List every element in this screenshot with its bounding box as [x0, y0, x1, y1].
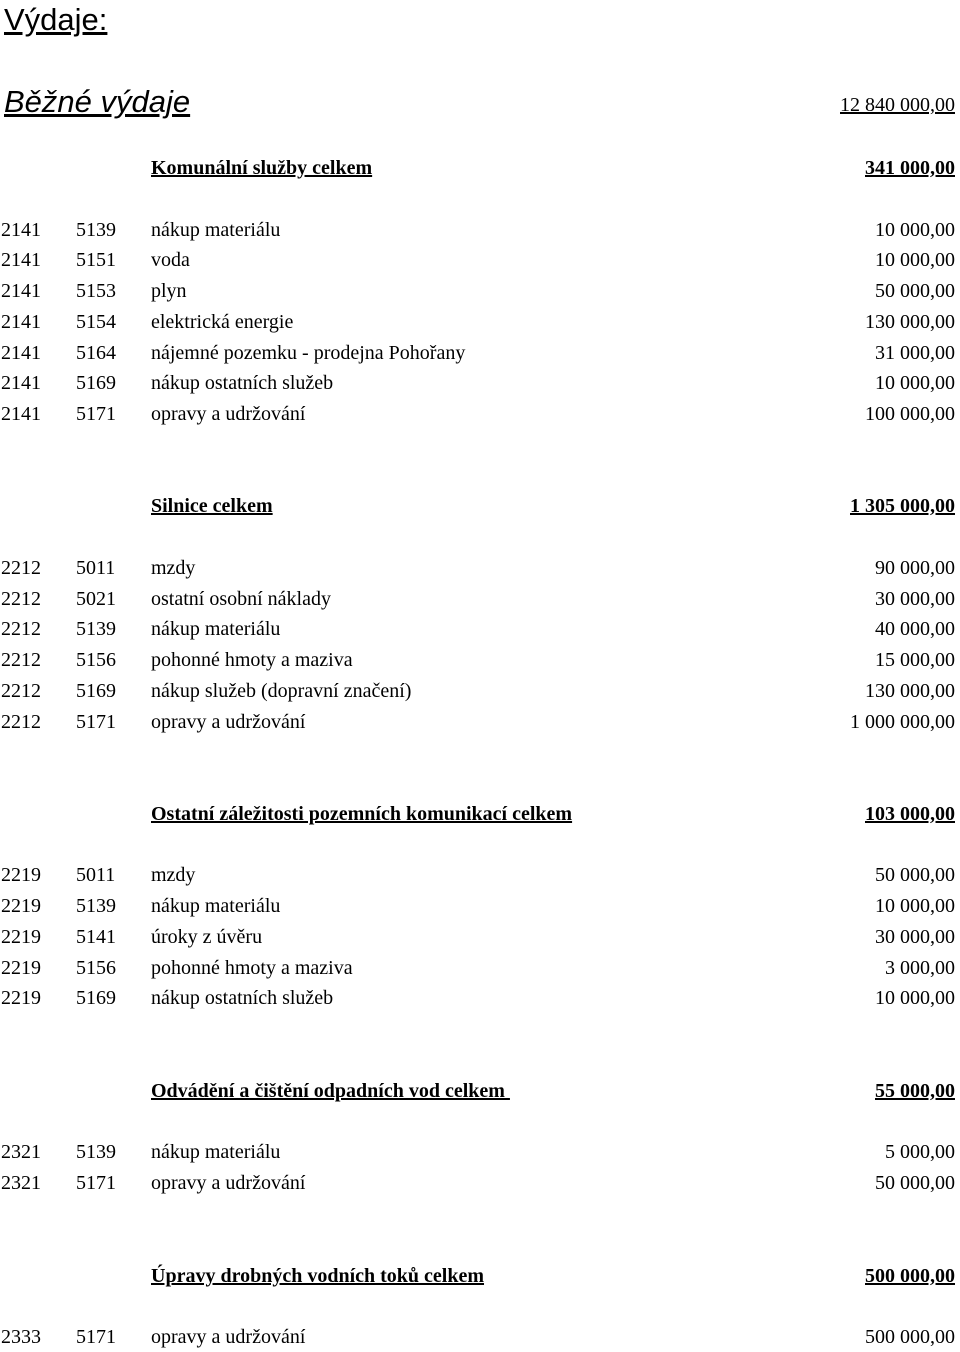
current-expenses-title: Běžné výdaje: [4, 84, 191, 119]
item-code: 5011: [76, 864, 116, 886]
section-header: [0, 153, 955, 183]
item-description: nákup materiálu: [151, 1141, 281, 1163]
paragraph-code: 2212: [1, 557, 41, 579]
item-amount: 50 000,00: [875, 864, 955, 886]
item-amount: 50 000,00: [875, 280, 955, 302]
page-heading: Výdaje:: [4, 2, 108, 37]
section-header: [0, 1261, 955, 1291]
section-title: Komunální služby celkem: [151, 157, 373, 179]
item-description: elektrická energie: [151, 311, 294, 333]
item-description: nákup materiálu: [151, 618, 281, 640]
item-description: pohonné hmoty a maziva: [151, 649, 353, 671]
paragraph-code: 2219: [1, 957, 41, 979]
item-code: 5169: [76, 680, 116, 702]
item-amount: 10 000,00: [875, 249, 955, 271]
item-code: 5141: [76, 926, 116, 948]
paragraph-code: 2219: [1, 864, 41, 886]
paragraph-code: 2212: [1, 711, 41, 733]
section-total: 103 000,00: [865, 803, 955, 825]
expense-row: [0, 983, 955, 1013]
item-description: nákup materiálu: [151, 895, 281, 917]
item-description: nákup ostatních služeb: [151, 987, 334, 1009]
item-amount: 10 000,00: [875, 372, 955, 394]
expense-row: [0, 860, 955, 890]
expense-row: [0, 1322, 955, 1352]
item-description: opravy a udržování: [151, 1326, 306, 1348]
item-amount: 10 000,00: [875, 987, 955, 1009]
expense-row: [0, 707, 955, 737]
paragraph-code: 2321: [1, 1172, 41, 1194]
expense-row: [0, 338, 955, 368]
paragraph-code: 2321: [1, 1141, 41, 1163]
item-description: ostatní osobní náklady: [151, 588, 331, 610]
item-description: voda: [151, 249, 190, 271]
paragraph-code: 2219: [1, 895, 41, 917]
item-amount: 10 000,00: [875, 219, 955, 241]
item-description: mzdy: [151, 864, 196, 886]
item-amount: 10 000,00: [875, 895, 955, 917]
expense-row: [0, 245, 955, 275]
expense-row: [0, 368, 955, 398]
item-code: 5171: [76, 711, 116, 733]
section-title: Odvádění a čištění odpadních vod celkem: [151, 1080, 510, 1102]
item-description: opravy a udržování: [151, 711, 306, 733]
item-code: 5171: [76, 403, 116, 425]
section-total: 500 000,00: [865, 1265, 955, 1287]
expense-row: [0, 676, 955, 706]
item-code: 5021: [76, 588, 116, 610]
section-header: [0, 799, 955, 829]
paragraph-code: 2141: [1, 219, 41, 241]
item-amount: 130 000,00: [865, 680, 955, 702]
item-amount: 3 000,00: [885, 957, 955, 979]
item-code: 5156: [76, 957, 116, 979]
item-code: 5139: [76, 618, 116, 640]
paragraph-code: 2141: [1, 342, 41, 364]
item-description: plyn: [151, 280, 187, 302]
item-amount: 30 000,00: [875, 926, 955, 948]
expense-row: [0, 553, 955, 583]
item-code: 5169: [76, 372, 116, 394]
paragraph-code: 2219: [1, 926, 41, 948]
item-code: 5154: [76, 311, 116, 333]
expense-row: [0, 614, 955, 644]
expense-row: [0, 276, 955, 306]
paragraph-code: 2212: [1, 618, 41, 640]
section-total: 1 305 000,00: [850, 495, 955, 517]
section-total: 55 000,00: [875, 1080, 955, 1102]
paragraph-code: 2212: [1, 588, 41, 610]
item-description: nájemné pozemku - prodejna Pohořany: [151, 342, 466, 364]
item-code: 5151: [76, 249, 116, 271]
paragraph-code: 2141: [1, 249, 41, 271]
expense-row: [0, 1137, 955, 1167]
item-amount: 500 000,00: [865, 1326, 955, 1348]
item-amount: 1 000 000,00: [850, 711, 955, 733]
section-title: Silnice celkem: [151, 495, 273, 517]
item-amount: 30 000,00: [875, 588, 955, 610]
section-title: Ostatní záležitosti pozemních komunikací celkem: [151, 803, 573, 825]
expense-row: [0, 307, 955, 337]
expense-row: [0, 953, 955, 983]
expense-row: [0, 584, 955, 614]
item-code: 5171: [76, 1172, 116, 1194]
item-description: opravy a udržování: [151, 1172, 306, 1194]
item-amount: 5 000,00: [885, 1141, 955, 1163]
expense-row: [0, 399, 955, 429]
item-description: nákup materiálu: [151, 219, 281, 241]
current-expenses-total: 12 840 000,00: [840, 94, 955, 116]
expense-row: [0, 891, 955, 921]
item-code: 5171: [76, 1326, 116, 1348]
paragraph-code: 2333: [1, 1326, 41, 1348]
item-code: 5153: [76, 280, 116, 302]
item-description: opravy a udržování: [151, 403, 306, 425]
item-code: 5156: [76, 649, 116, 671]
paragraph-code: 2219: [1, 987, 41, 1009]
section-header: [0, 491, 955, 521]
item-amount: 40 000,00: [875, 618, 955, 640]
item-code: 5011: [76, 557, 116, 579]
paragraph-code: 2141: [1, 280, 41, 302]
item-code: 5169: [76, 987, 116, 1009]
item-code: 5139: [76, 1141, 116, 1163]
section-total: 341 000,00: [865, 157, 955, 179]
paragraph-code: 2141: [1, 372, 41, 394]
expense-row: [0, 1168, 955, 1198]
item-amount: 15 000,00: [875, 649, 955, 671]
item-amount: 100 000,00: [865, 403, 955, 425]
paragraph-code: 2141: [1, 403, 41, 425]
paragraph-code: 2212: [1, 649, 41, 671]
item-description: nákup služeb (dopravní značení): [151, 680, 412, 702]
item-amount: 90 000,00: [875, 557, 955, 579]
expense-row: [0, 645, 955, 675]
item-code: 5139: [76, 895, 116, 917]
section-header: [0, 1076, 955, 1106]
item-description: úroky z úvěru: [151, 926, 263, 948]
item-description: nákup ostatních služeb: [151, 372, 334, 394]
item-code: 5164: [76, 342, 116, 364]
item-amount: 50 000,00: [875, 1172, 955, 1194]
item-description: mzdy: [151, 557, 196, 579]
item-description: pohonné hmoty a maziva: [151, 957, 353, 979]
item-code: 5139: [76, 219, 116, 241]
paragraph-code: 2141: [1, 311, 41, 333]
section-title: Úpravy drobných vodních toků celkem: [151, 1265, 485, 1287]
expense-row: [0, 922, 955, 952]
paragraph-code: 2212: [1, 680, 41, 702]
item-amount: 130 000,00: [865, 311, 955, 333]
item-amount: 31 000,00: [875, 342, 955, 364]
expense-row: [0, 215, 955, 245]
